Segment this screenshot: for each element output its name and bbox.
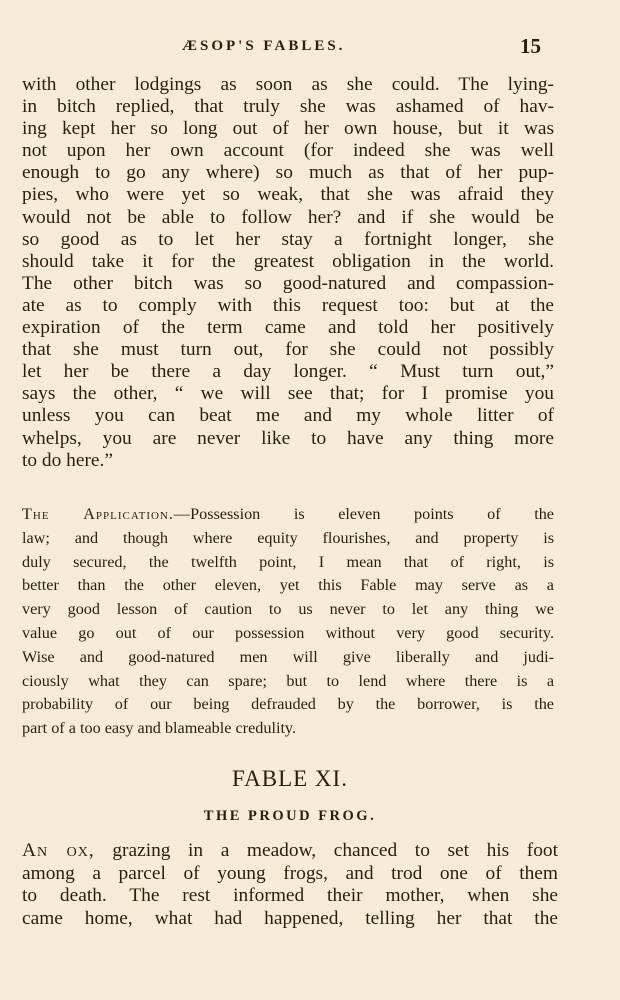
text-line: says the other, “ we will see that; for I promise you — [22, 383, 554, 405]
fable-body-text — [22, 840, 558, 930]
fable-line: among a parcel of young frogs, and trod one of them — [22, 862, 558, 884]
text-line: pies, who were yet so weak, that she was afraid they — [22, 184, 554, 206]
application-line: Wise and good-natured men will give liberally and judi- — [22, 647, 554, 666]
text-line: to do here.” — [22, 449, 113, 471]
text-line: ing kept her so long out of her own house, but it was — [22, 118, 554, 140]
application-first-line-rest: —Possession is eleven points of the — [173, 505, 554, 523]
text-line: whelps, you are never like to have any thing more — [22, 427, 554, 449]
application-line: duly secured, the twelfth point, I mean that of right, is — [22, 552, 554, 571]
text-line: would not be able to follow her? and if she would be — [22, 206, 554, 228]
fable-first-line-rest: grazing in a meadow, chanced to set his foot — [94, 840, 558, 861]
fable-lead: An ox, — [22, 840, 95, 861]
application-line: value go out of our possession without very good security. — [22, 623, 554, 642]
text-line: unless you can beat me and my whole litter of — [22, 405, 554, 427]
text-line: let her be there a day longer. “ Must turn out,” — [22, 361, 554, 383]
application-line: probability of our being defrauded by the borrower, is the — [22, 695, 554, 714]
fable-line: came home, what had happened, telling her that the — [22, 907, 558, 929]
fable-first-line — [22, 840, 558, 863]
page-number: 15 — [520, 34, 541, 58]
text-line: should take it for the greatest obligation in the world. — [22, 250, 554, 272]
text-line: ate as to comply with this request too: but at the — [22, 294, 554, 316]
application-line: ciously what they can spare; but to lend where there is a — [22, 671, 554, 690]
text-line: expiration of the term came and told her positively — [22, 317, 554, 339]
text-line: in bitch replied, that truly she was ashamed of hav- — [22, 96, 554, 118]
application-paragraph — [22, 503, 554, 741]
running-title: ÆSOP'S FABLES. — [182, 38, 346, 54]
application-heading: The Application. — [22, 505, 174, 523]
text-line: enough to go any where) so much as that of her pup- — [22, 162, 554, 184]
text-line: so good as to let her stay a fortnight longer, she — [22, 228, 554, 250]
text-line: The other bitch was so good-natured and compassion- — [22, 272, 554, 294]
application-line: very good lesson of caution to us never to let any thing we — [22, 600, 554, 619]
fable-title: FABLE XI. — [232, 766, 348, 791]
fable-subtitle: THE PROUD FROG. — [203, 808, 377, 824]
application-line: part of a too easy and blameable credulity. — [22, 719, 297, 738]
text-line: that she must turn out, for she could not possibly — [22, 339, 554, 361]
application-line: better than the other eleven, yet this Fable may serve as a — [22, 576, 554, 595]
fable-continuation-text — [22, 74, 554, 472]
application-first-line — [22, 503, 554, 527]
text-line: not upon her own account (for indeed she was well — [22, 140, 554, 162]
text-line: with other lodgings as soon as she could. The lying- — [22, 74, 554, 95]
application-line: law; and though where equity flourishes, and property is — [22, 528, 554, 547]
fable-line: to death. The rest informed their mother, when she — [22, 885, 558, 907]
